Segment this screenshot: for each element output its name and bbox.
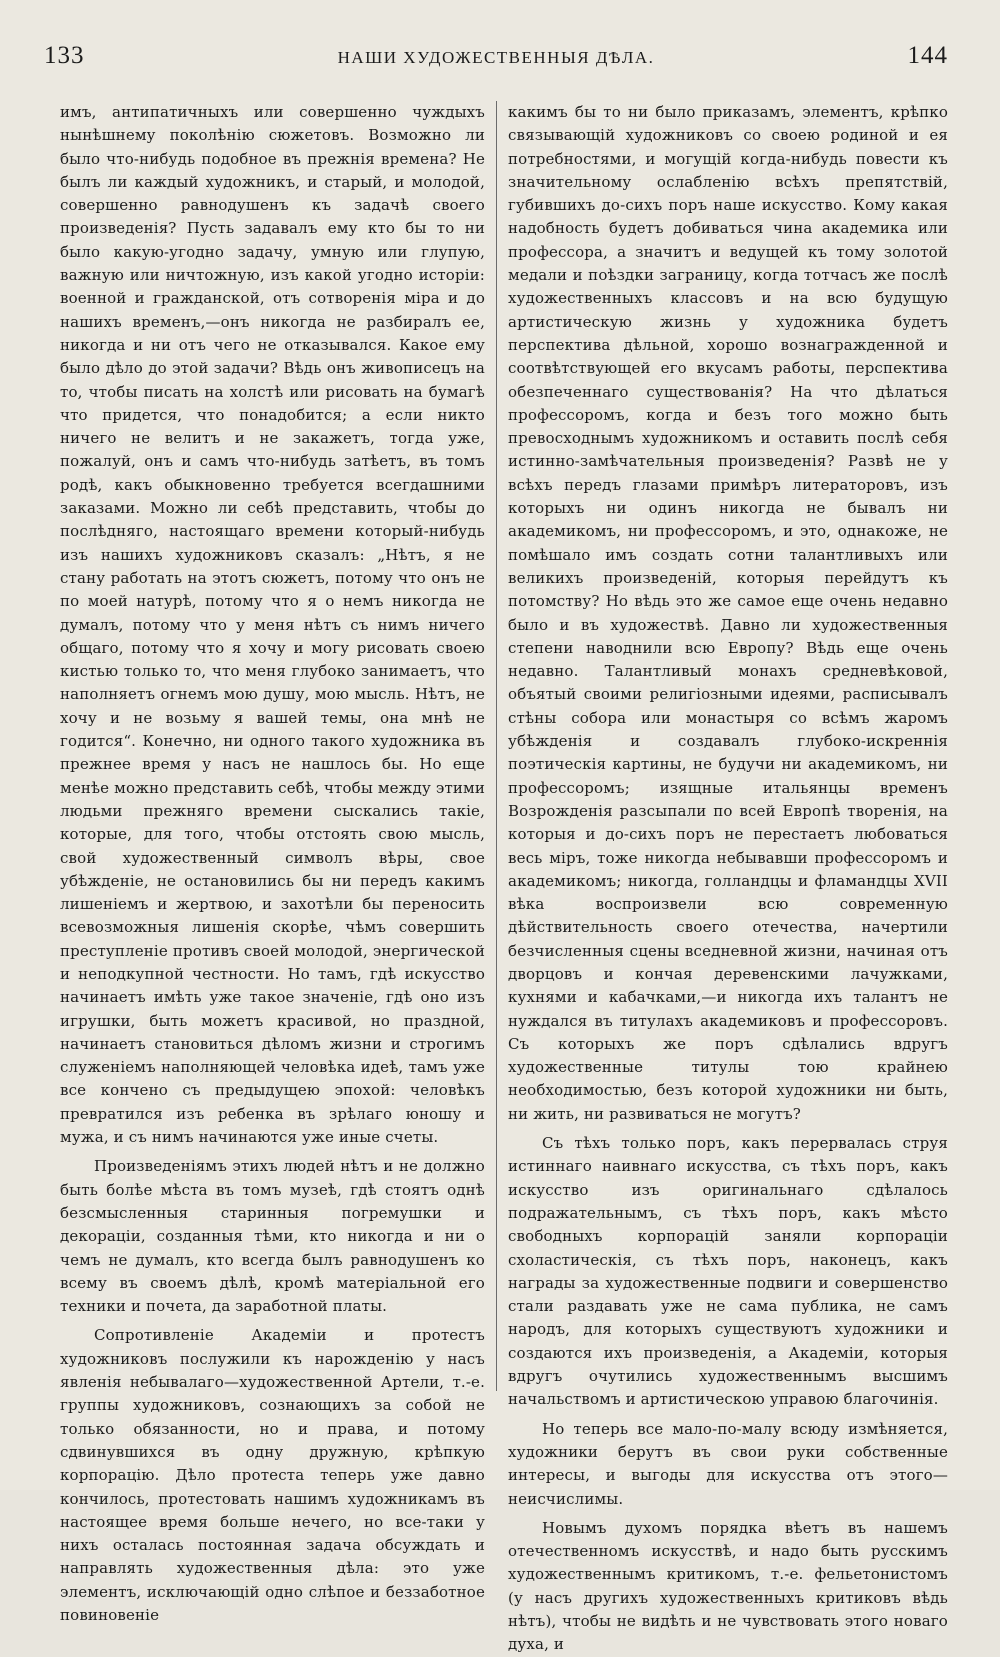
paragraph: Но теперь все мало-по-малу всюду измѣняется, художники берутъ въ свои руки собственные интересы, и выгоды для искусства отъ этого—неисчислимы. <box>508 1419 948 1508</box>
running-title: НАШИ ХУДОЖЕСТВЕННЫЯ ДѢЛА. <box>337 48 655 67</box>
left-column <box>60 101 485 1627</box>
column-divider <box>496 101 497 1391</box>
paragraph: Сопротивленіе Академіи и протестъ художниковъ послужили къ нарожденію у насъ явленія небывалаго—художественной Артели, т.-е. группы художниковъ, сознающихъ за собой не только обязанности, но и права, и потому сдвинувшихся въ одну дружную, крѣпкую корпорацію. Дѣло протеста теперь уже давно кончилось, протестовать нашимъ художникамъ въ настоящее время больше нечего, но все-таки у нихъ осталась постоянная задача обсуждать и направлять художественныя дѣла: это уже элементъ, исключающій одно слѣпое и беззаботное повиновеніе <box>60 1326 485 1624</box>
paragraph: Произведеніямъ этихъ людей нѣтъ и не должно быть болѣе мѣста въ томъ музеѣ, гдѣ стоятъ однѣ безсмысленныя старинныя погремушки и декораціи, созданныя тѣми, кто никогда и ни о чемъ не думалъ, кто всегда былъ равнодушенъ ко всему въ своемъ дѣлѣ, кромѣ матеріальной его техники и почета, да заработной платы. <box>60 1157 485 1316</box>
paragraph: имъ, антипатичныхъ или совершенно чуждыхъ нынѣшнему поколѣнію сюжетовъ. Возможно ли было что-нибудь подобное въ прежнія времена? Не былъ ли каждый художникъ, и старый, и молодой, совершенно равнодушенъ къ задачѣ своего произведенія? Пусть задавалъ ему кто бы то ни было какую-угодно задачу, умную или глупую, важную или ничтожную, изъ какой угодно исторіи: военной и гражданской, отъ сотворенія міра и до нашихъ временъ,—онъ никогда не разбиралъ ее, никогда и ни отъ чего не отказывался. Какое ему было дѣло до этой задачи? Вѣдь онъ живописецъ на то, чтобы писать на холстѣ или рисовать на бумагѣ что придется, что понадобится; а если никто ничего не велитъ и не закажетъ, тогда уже, пожалуй, онъ и самъ что-нибудь затѣетъ, въ томъ родѣ, какъ обыкновенно требуется всегдашними заказами. Можно ли себѣ представить, чтобы до послѣдняго, настоящаго времени который-нибудь изъ нашихъ художниковъ сказалъ: „Нѣтъ, я не стану работать на этотъ сюжетъ, потому что онъ не по моей натурѣ, потому что я о немъ никогда не думалъ, потому что у меня нѣтъ съ нимъ ничего общаго, потому что я хочу и могу рисовать своею кистью только то, что меня глубоко занимаетъ, что наполняетъ огнемъ мою душу, мою мысль. Нѣтъ, не хочу и не возьму я вашей темы, она мнѣ не годится“. Конечно, ни одного такого художника въ прежнее время у насъ не нашлось бы. Но еще менѣе можно представить себѣ, чтобы между этими людьми прежняго времени сыскались такіе, которые, для того, чтобы отстоять свою мысль, свой художественный символъ вѣры, свое убѣжденіе, не остановились бы ни передъ какимъ лишеніемъ и жертвою, и захотѣли бы переносить всевозможныя лишенія скорѣе, чѣмъ совершить преступленіе противъ своей молодой, энергической и неподкупной честности. Но тамъ, гдѣ искусство начинаетъ имѣть уже такое значеніе, гдѣ оно изъ игрушки, быть можетъ красивой, но праздной, начинаетъ становиться дѣломъ жизни и строгимъ служеніемъ наполняющей человѣка идеѣ, тамъ уже все кончено съ предыдущею эпохой: человѣкъ превратился изъ ребенка въ зрѣлаго юношу и мужа, и съ нимъ начинаются уже иные счеты. <box>60 103 486 1147</box>
right-column <box>508 101 948 1657</box>
paragraph: какимъ бы то ни было приказамъ, элементъ, крѣпко связывающій художниковъ со своею родиной и ея потребностями, и могущій когда-нибудь повести къ значительному ослабленію всѣхъ препятствій, губившихъ до-сихъ поръ наше искусство. Кому какая надобность будетъ добиваться чина академика или профессора, а значитъ и ведущей къ тому золотой медали и поѣздки заграницу, когда тотчасъ же послѣ художественныхъ классовъ и на всю будущую артистическую жизнь у художника будетъ перспектива дѣльной, хорошо вознагражденной и соотвѣтствующей его вкусамъ работы, перспектива обезпеченнаго существованія? На что дѣлаться профессоромъ, когда и безъ того можно быть превосходнымъ художникомъ и оставить послѣ себя истинно-замѣчательныя произведенія? Развѣ не у всѣхъ передъ глазами примѣръ литераторовъ, изъ которыхъ ни одинъ никогда не бывалъ ни академикомъ, ни профессоромъ, и это, однакоже, не помѣшало имъ создать сотни талантливыхъ или великихъ произведеній, которыя перейдутъ къ потомству? Но вѣдь это же самое еще очень недавно было и въ художествѣ. Давно ли художественныя степени наводнили всю Европу? Вѣдь еще очень недавно. Талантливый монахъ средневѣковой, объятый своими религіозными идеями, расписывалъ стѣны собора или монастыря со всѣмъ жаромъ убѣжденія и создавалъ глубоко-искреннія поэтическія картины, не будучи ни академикомъ, ни профессоромъ; изящные итальянцы временъ Возрожденія разсыпали по всей Европѣ творенія, на которыя и до-сихъ поръ не перестаетъ любоваться весь міръ, тоже никогда небывавши профессоромъ и академикомъ; никогда, голландцы и фламандцы XVII вѣка воспроизвели всю современную дѣйствительность своего отечества, начертили безчисленныя сцены вседневной жизни, начиная отъ дворцовъ и кончая деревенскими лачужками, кухнями и кабачками,—и никогда ихъ талантъ не нуждался въ титулахъ академиковъ и профессоровъ. Съ которыхъ же поръ сдѣлались вдругъ художественные титулы тою крайнею необходимостью, безъ которой художники ни быть, ни жить, ни развиваться не могутъ? <box>508 103 948 1123</box>
running-header <box>44 42 948 82</box>
page-number-left: 133 <box>44 42 85 69</box>
paragraph: Съ тѣхъ только поръ, какъ перервалась струя истиннаго наивнаго искусства, съ тѣхъ поръ, какъ искусство изъ оригинальнаго сдѣлалось подражательнымъ, съ тѣхъ поръ, какъ мѣсто свободныхъ корпорацій заняли корпораціи схоластическія, съ тѣхъ поръ, наконецъ, какъ награды за художественные подвиги и совершенство стали раздавать уже не сама публика, не самъ народъ, для которыхъ существуютъ художники и создаются ихъ произведенія, а Академіи, которыя вдругъ очутились художественнымъ высшимъ начальствомъ и артистическою управою благочинія. <box>508 1134 948 1409</box>
page-number-right: 144 <box>907 42 948 69</box>
paragraph: Новымъ духомъ порядка вѣетъ въ нашемъ отечественномъ искусствѣ, и надо быть русскимъ художественнымъ критикомъ, т.-е. фельетонистомъ (у насъ другихъ художественныхъ критиковъ вѣдь нѣтъ), чтобы не видѣть и не чувствовать этого новаго духа, и <box>508 1518 948 1654</box>
